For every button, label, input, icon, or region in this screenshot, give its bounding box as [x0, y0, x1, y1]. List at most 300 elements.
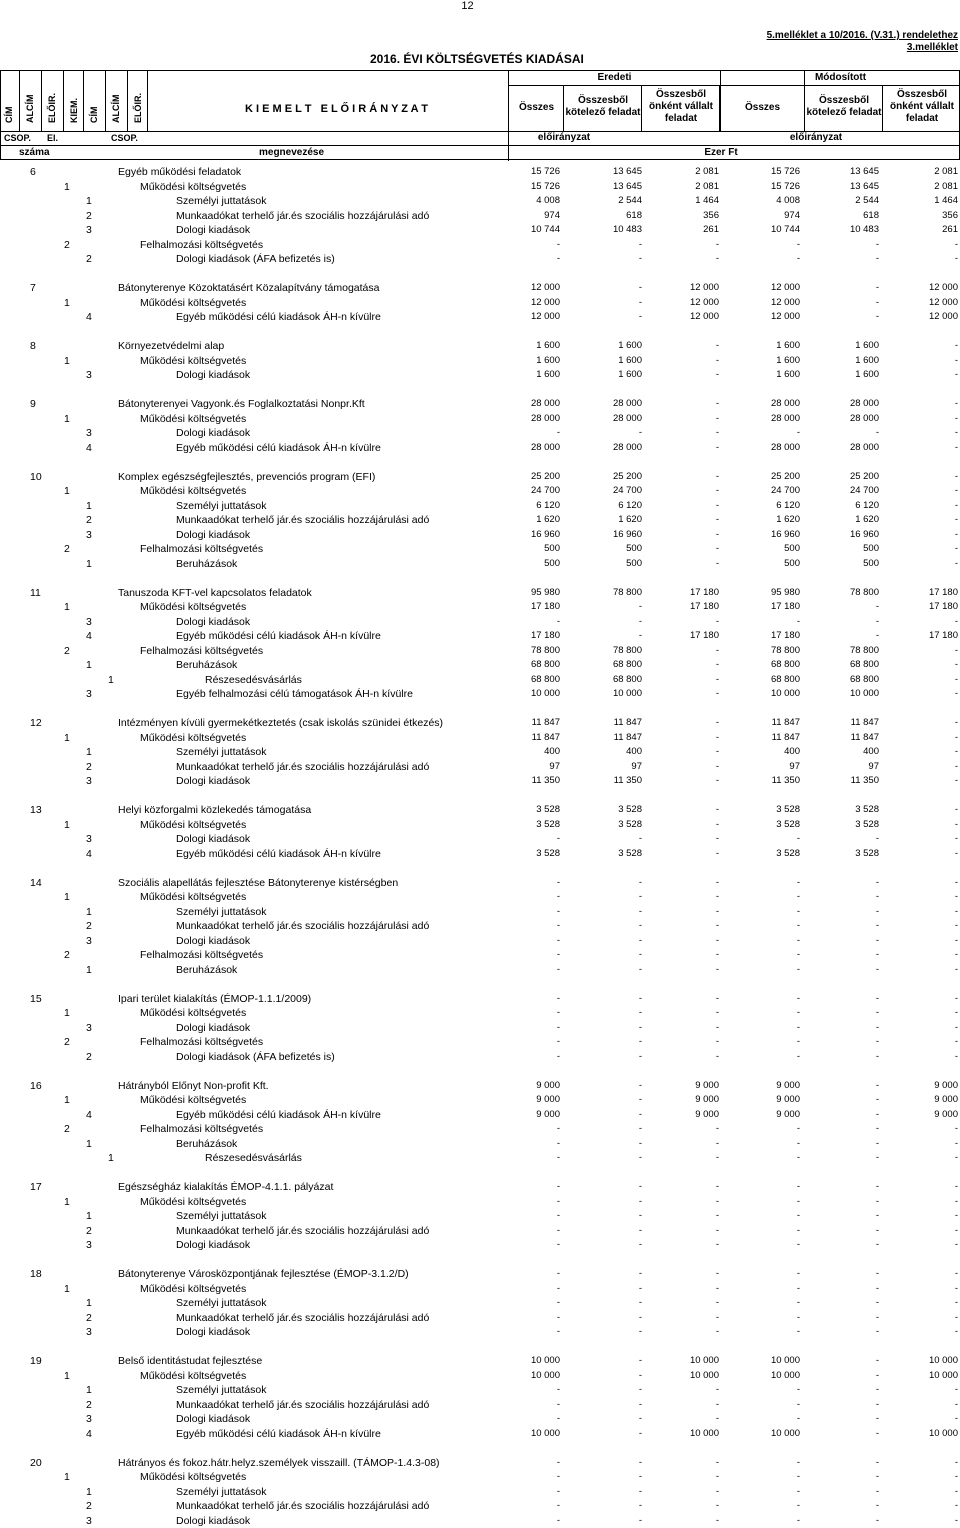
row-value: 3 528 — [552, 803, 642, 817]
row-value: - — [710, 1514, 800, 1528]
row-value: 4 008 — [710, 194, 800, 208]
row-value: - — [789, 1079, 879, 1093]
row-value: 10 744 — [710, 223, 800, 237]
row-value: 12 000 — [470, 296, 560, 310]
row-code: 2 — [86, 1224, 92, 1238]
row-code: 12 — [30, 716, 42, 730]
row-label: Működési költségvetés — [140, 412, 246, 426]
row-code: 1 — [64, 412, 70, 426]
row-value: - — [868, 1137, 958, 1151]
row-code: 3 — [86, 832, 92, 846]
row-value: - — [789, 1224, 879, 1238]
row-code: 2 — [86, 1050, 92, 1064]
row-value: - — [789, 1122, 879, 1136]
row-value: - — [868, 412, 958, 426]
row-value: - — [552, 1412, 642, 1426]
row-value: - — [552, 963, 642, 977]
row-value: - — [868, 1050, 958, 1064]
table-row — [0, 1021, 960, 1036]
row-code: 3 — [86, 687, 92, 701]
row-value: 16 960 — [552, 528, 642, 542]
row-value: 15 726 — [470, 165, 560, 179]
row-label: Részesedésvásárlás — [205, 1151, 302, 1165]
table-row — [0, 542, 960, 557]
row-label: Működési költségvetés — [140, 180, 246, 194]
row-value: - — [629, 1499, 719, 1513]
row-value: - — [710, 1224, 800, 1238]
row-value: - — [789, 1470, 879, 1484]
row-label: Dologi kiadások — [176, 426, 250, 440]
table-row — [0, 223, 960, 238]
row-value: - — [470, 238, 560, 252]
row-value: 17 180 — [470, 629, 560, 643]
row-value: 9 000 — [710, 1093, 800, 1107]
row-value: 400 — [789, 745, 879, 759]
row-value: - — [868, 919, 958, 933]
table-row — [0, 658, 960, 673]
row-value: - — [629, 1151, 719, 1165]
row-value: - — [470, 1412, 560, 1426]
table-row — [0, 528, 960, 543]
row-code: 2 — [64, 542, 70, 556]
row-value: 3 528 — [789, 847, 879, 861]
row-value: - — [629, 1412, 719, 1426]
row-value: - — [710, 905, 800, 919]
row-value: 68 800 — [789, 658, 879, 672]
row-value: - — [629, 1485, 719, 1499]
row-code: 1 — [108, 1151, 114, 1165]
col-eloir-2: ELŐIR. — [133, 93, 143, 123]
row-code: 3 — [86, 528, 92, 542]
row-value: 1 464 — [629, 194, 719, 208]
row-value: 25 200 — [552, 470, 642, 484]
row-value: - — [789, 1499, 879, 1513]
row-value: - — [789, 1412, 879, 1426]
row-value: - — [552, 1369, 642, 1383]
table-row — [0, 412, 960, 427]
row-code: 20 — [30, 1456, 42, 1470]
row-value: - — [552, 1006, 642, 1020]
row-code: 1 — [64, 1369, 70, 1383]
row-value: 3 528 — [470, 847, 560, 861]
table-row — [0, 934, 960, 949]
row-value: - — [789, 1398, 879, 1412]
row-value: - — [629, 644, 719, 658]
table-header — [0, 70, 960, 160]
row-code: 3 — [86, 1325, 92, 1339]
table-row — [0, 716, 960, 731]
row-code: 1 — [64, 600, 70, 614]
row-label: Felhalmozási költségvetés — [140, 542, 263, 556]
row-value: 10 483 — [552, 223, 642, 237]
row-value: - — [710, 1180, 800, 1194]
row-value: 28 000 — [470, 412, 560, 426]
row-label: Bátonyterenye Közoktatásért Közalapítvány támogatása — [118, 281, 380, 295]
row-value: - — [629, 1006, 719, 1020]
row-label: Működési költségvetés — [140, 354, 246, 368]
row-label: Beruházások — [176, 658, 237, 672]
row-code: 11 — [30, 586, 41, 600]
table-row — [0, 238, 960, 253]
row-value: - — [868, 499, 958, 513]
row-value: - — [629, 948, 719, 962]
row-code: 3 — [86, 1238, 92, 1252]
row-value: - — [470, 876, 560, 890]
row-value: - — [552, 1050, 642, 1064]
row-label: Egyéb működési célú kiadások ÁH-n kívülre — [176, 1108, 381, 1122]
row-value: - — [629, 1224, 719, 1238]
row-value: 11 350 — [552, 774, 642, 788]
row-value: 68 800 — [470, 658, 560, 672]
row-value: - — [868, 1456, 958, 1470]
row-value: - — [629, 1035, 719, 1049]
row-value: - — [470, 1470, 560, 1484]
row-label: Beruházások — [176, 963, 237, 977]
row-value: 68 800 — [552, 658, 642, 672]
row-value: 1 600 — [470, 339, 560, 353]
row-value: 10 000 — [552, 687, 642, 701]
row-value: - — [629, 760, 719, 774]
row-code: 7 — [30, 281, 36, 295]
row-label: Felhalmozási költségvetés — [140, 644, 263, 658]
row-value: 3 528 — [710, 818, 800, 832]
row-value: 78 800 — [710, 644, 800, 658]
row-label: Egyéb működési célú kiadások ÁH-n kívülre — [176, 629, 381, 643]
row-value: 16 960 — [710, 528, 800, 542]
row-value: 12 000 — [868, 296, 958, 310]
row-value: 97 — [552, 760, 642, 774]
row-label: Működési költségvetés — [140, 484, 246, 498]
table-row — [0, 1224, 960, 1239]
table-row — [0, 339, 960, 354]
modositott-onkent: Összesből önként vállalt feladat — [883, 89, 960, 125]
row-value: - — [552, 948, 642, 962]
row-value: - — [868, 774, 958, 788]
row-value: - — [629, 1180, 719, 1194]
row-value: - — [629, 1514, 719, 1528]
row-value: - — [552, 1296, 642, 1310]
row-label: Dologi kiadások — [176, 223, 250, 237]
row-value: - — [552, 919, 642, 933]
table-row — [0, 1311, 960, 1326]
eredeti-label: Eredeti — [509, 72, 720, 84]
table-row — [0, 499, 960, 514]
row-value: - — [789, 963, 879, 977]
row-code: 2 — [86, 252, 92, 266]
row-value: 11 847 — [552, 716, 642, 730]
row-value: - — [868, 1035, 958, 1049]
row-label: Helyi közforgalmi közlekedés támogatása — [118, 803, 311, 817]
szama-label: száma — [19, 147, 50, 158]
row-code: 1 — [86, 557, 92, 571]
row-code: 1 — [64, 731, 70, 745]
row-value: - — [470, 1050, 560, 1064]
row-value: 356 — [629, 209, 719, 223]
row-value: 17 180 — [868, 629, 958, 643]
row-value: - — [868, 948, 958, 962]
row-value: - — [868, 1195, 958, 1209]
row-value: 25 200 — [710, 470, 800, 484]
table-row — [0, 1122, 960, 1137]
row-label: Dologi kiadások — [176, 1514, 250, 1528]
row-value: - — [710, 963, 800, 977]
row-value: - — [470, 1456, 560, 1470]
table-row — [0, 963, 960, 978]
row-code: 3 — [86, 1021, 92, 1035]
row-value: 17 180 — [710, 629, 800, 643]
page-title: 2016. ÉVI KÖLTSÉGVETÉS KIADÁSAI — [370, 52, 584, 66]
row-value: - — [710, 1383, 800, 1397]
table-row — [0, 1093, 960, 1108]
row-value: - — [789, 1369, 879, 1383]
row-code: 3 — [86, 368, 92, 382]
row-value: 500 — [470, 542, 560, 556]
row-value: 10 000 — [868, 1427, 958, 1441]
table-row — [0, 890, 960, 905]
row-value: 3 528 — [470, 818, 560, 832]
annex-line-1: 5.melléklet a 10/2016. (V.31.) rendelethez — [767, 30, 958, 42]
row-value: - — [868, 1006, 958, 1020]
table-row — [0, 354, 960, 369]
row-value: 2 544 — [789, 194, 879, 208]
modositott-osszes: Összes — [720, 102, 805, 114]
row-value: - — [552, 832, 642, 846]
row-value: - — [470, 1224, 560, 1238]
row-code: 1 — [86, 1296, 92, 1310]
row-value: - — [868, 1383, 958, 1397]
row-code: 13 — [30, 803, 42, 817]
row-value: - — [470, 1514, 560, 1528]
row-value: 12 000 — [470, 310, 560, 324]
row-value: 11 847 — [470, 716, 560, 730]
row-value: 25 200 — [470, 470, 560, 484]
row-code: 3 — [86, 223, 92, 237]
row-value: 9 000 — [710, 1108, 800, 1122]
row-value: 1 600 — [789, 339, 879, 353]
row-value: - — [629, 368, 719, 382]
row-value: - — [868, 745, 958, 759]
table-row — [0, 194, 960, 209]
row-value: - — [552, 1485, 642, 1499]
row-value: - — [470, 1282, 560, 1296]
row-value: - — [789, 1137, 879, 1151]
row-code: 8 — [30, 339, 36, 353]
row-value: - — [710, 1035, 800, 1049]
row-label: Dologi kiadások — [176, 1021, 250, 1035]
row-label: Felhalmozási költségvetés — [140, 948, 263, 962]
row-code: 1 — [86, 745, 92, 759]
row-value: - — [789, 1325, 879, 1339]
row-value: - — [710, 1282, 800, 1296]
row-value: - — [789, 1151, 879, 1165]
row-label: Egyéb működési feladatok — [118, 165, 241, 179]
row-value: 10 000 — [470, 1354, 560, 1368]
row-label: Munkaadókat terhelő jár.és szociális hozzájárulási adó — [176, 209, 429, 223]
row-value: - — [868, 542, 958, 556]
row-value: 3 528 — [710, 847, 800, 861]
row-value: 11 847 — [552, 731, 642, 745]
row-value: - — [789, 1354, 879, 1368]
row-value: - — [629, 890, 719, 904]
row-value: 6 120 — [552, 499, 642, 513]
table-row — [0, 180, 960, 195]
row-value: 500 — [710, 557, 800, 571]
row-value: - — [470, 934, 560, 948]
table-row — [0, 484, 960, 499]
row-value: 11 847 — [789, 731, 879, 745]
row-value: - — [629, 1383, 719, 1397]
table-row — [0, 1456, 960, 1471]
row-label: Személyi juttatások — [176, 1296, 266, 1310]
row-value: 9 000 — [470, 1093, 560, 1107]
row-value: 261 — [868, 223, 958, 237]
row-code: 4 — [86, 1108, 92, 1122]
col-alcim-2: ALCÍM — [111, 95, 121, 124]
row-value: 13 645 — [789, 165, 879, 179]
table-row — [0, 832, 960, 847]
row-value: - — [868, 513, 958, 527]
row-value: - — [552, 629, 642, 643]
row-value: - — [710, 832, 800, 846]
row-value: - — [629, 557, 719, 571]
row-value: - — [868, 963, 958, 977]
row-value: - — [470, 1267, 560, 1281]
row-value: 400 — [552, 745, 642, 759]
row-value: 10 000 — [789, 687, 879, 701]
table-row — [0, 615, 960, 630]
row-label: Dologi kiadások — [176, 1412, 250, 1426]
row-value: 68 800 — [710, 673, 800, 687]
row-value: - — [789, 1050, 879, 1064]
row-label: Felhalmozási költségvetés — [140, 1122, 263, 1136]
table-row — [0, 1470, 960, 1485]
row-value: - — [868, 470, 958, 484]
row-value: 12 000 — [710, 296, 800, 310]
row-value: - — [710, 1470, 800, 1484]
row-value: - — [789, 615, 879, 629]
row-value: 1 600 — [470, 368, 560, 382]
row-value: 9 000 — [470, 1079, 560, 1093]
row-value: - — [470, 1006, 560, 1020]
modositott-eloiranyzat: előirányzat — [761, 132, 871, 144]
row-label: Működési költségvetés — [140, 1093, 246, 1107]
row-label: Személyi juttatások — [176, 1485, 266, 1499]
row-value: - — [868, 905, 958, 919]
row-value: 11 847 — [710, 731, 800, 745]
table-row — [0, 1151, 960, 1166]
row-value: 13 645 — [552, 165, 642, 179]
row-value: - — [470, 1238, 560, 1252]
row-value: - — [629, 745, 719, 759]
row-code: 1 — [86, 905, 92, 919]
row-value: 3 528 — [470, 803, 560, 817]
col-cim: CÍM — [4, 107, 14, 124]
row-value: 17 180 — [868, 600, 958, 614]
row-code: 2 — [64, 1122, 70, 1136]
row-value: - — [710, 252, 800, 266]
row-value: - — [470, 1195, 560, 1209]
row-value: - — [470, 1151, 560, 1165]
row-value: - — [552, 1267, 642, 1281]
row-value: - — [789, 252, 879, 266]
row-value: 13 645 — [552, 180, 642, 194]
row-code: 1 — [64, 818, 70, 832]
row-label: Személyi juttatások — [176, 194, 266, 208]
row-code: 3 — [86, 1514, 92, 1528]
table-row — [0, 1369, 960, 1384]
row-value: 11 350 — [789, 774, 879, 788]
row-value: 15 726 — [710, 180, 800, 194]
row-value: - — [789, 890, 879, 904]
table-row — [0, 774, 960, 789]
row-label: Működési költségvetés — [140, 1282, 246, 1296]
row-value: - — [710, 876, 800, 890]
row-value: - — [552, 1195, 642, 1209]
row-value: - — [868, 557, 958, 571]
row-value: - — [789, 426, 879, 440]
row-value: - — [470, 1209, 560, 1223]
row-value: - — [868, 1267, 958, 1281]
row-value: - — [789, 1006, 879, 1020]
table-row — [0, 731, 960, 746]
row-value: - — [629, 1137, 719, 1151]
row-code: 2 — [86, 209, 92, 223]
row-value: - — [629, 905, 719, 919]
row-label: Működési költségvetés — [140, 1470, 246, 1484]
eredeti-onkent: Összesből önként vállalt feladat — [642, 89, 720, 125]
row-value: 15 726 — [470, 180, 560, 194]
table-row — [0, 310, 960, 325]
row-value: - — [710, 1267, 800, 1281]
table-row — [0, 1514, 960, 1528]
row-value: 2 544 — [552, 194, 642, 208]
row-value: - — [710, 1209, 800, 1223]
row-code: 6 — [30, 165, 36, 179]
row-code: 2 — [86, 513, 92, 527]
row-value: - — [470, 1137, 560, 1151]
table-row — [0, 600, 960, 615]
row-value: 974 — [470, 209, 560, 223]
row-label: Egyéb működési célú kiadások ÁH-n kívülre — [176, 310, 381, 324]
row-value: - — [470, 992, 560, 1006]
row-value: - — [629, 934, 719, 948]
row-value: - — [868, 238, 958, 252]
row-value: 78 800 — [789, 644, 879, 658]
row-label: Hátrányos és fokoz.hátr.helyz.személyek visszaill. (TÁMOP-1.4.3-08) — [118, 1456, 440, 1470]
row-value: 95 980 — [710, 586, 800, 600]
row-value: 9 000 — [470, 1108, 560, 1122]
row-value: 28 000 — [552, 412, 642, 426]
row-code: 4 — [86, 847, 92, 861]
row-label: Részesedésvásárlás — [205, 673, 302, 687]
row-value: - — [710, 1151, 800, 1165]
row-value: - — [629, 354, 719, 368]
row-value: - — [629, 615, 719, 629]
row-value: - — [629, 731, 719, 745]
row-value: - — [710, 1137, 800, 1151]
row-value: 11 350 — [710, 774, 800, 788]
row-value: - — [868, 803, 958, 817]
table-row — [0, 557, 960, 572]
table-row — [0, 586, 960, 601]
row-value: - — [868, 1296, 958, 1310]
row-value: - — [470, 615, 560, 629]
row-value: - — [629, 963, 719, 977]
row-value: - — [710, 948, 800, 962]
row-value: - — [868, 252, 958, 266]
row-value: 9 000 — [868, 1093, 958, 1107]
row-value: 10 000 — [710, 1369, 800, 1383]
